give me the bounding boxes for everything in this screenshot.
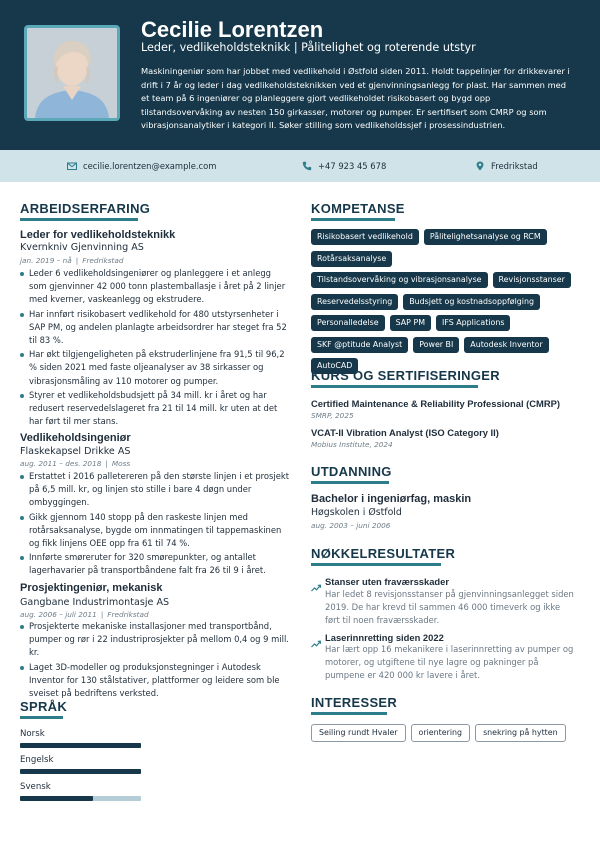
- skill-tag: Personalledelse: [311, 315, 385, 331]
- email-text: cecilie.lorentzen@example.com: [83, 161, 217, 171]
- section-title-text: NØKKELRESULTATER: [311, 546, 456, 561]
- job-title: Vedlikeholdsingeniør: [20, 432, 131, 444]
- skill-tag: SKF @ptitude Analyst: [311, 337, 408, 353]
- achievement-title: Stanser uten fraværsskader: [325, 576, 450, 587]
- list-item: Innførte smøreruter for 320 smørepunkter, og antallet lagerhavarier på transportbåndene falt fra 26 til 9 i året.: [20, 551, 290, 577]
- job-bullets: [20, 470, 290, 579]
- section-underline: [311, 385, 478, 388]
- list-item: Erstattet i 2016 palletereren på den største linjen i et prosjekt på 6,5 mill. kr, og linjen sto stille i bare 4 døgn under ombyggingen.: [20, 470, 290, 510]
- language-level-bar: [20, 796, 141, 801]
- interest-tag: Seiling rundt Hvaler: [311, 724, 406, 742]
- certification-title: Certified Maintenance & Reliability Professional (CMRP): [311, 398, 561, 409]
- certification-issuer: SMRP, 2025: [311, 411, 354, 420]
- list-item: Leder 6 vedlikeholdsingeniører og planleggere i et anlegg som gjenvinner 42 000 tonn plastemballasje i året på 2 linjer med kverner, vaskeanlegg og ekstrudere.: [20, 267, 290, 307]
- job-location: Fredrikstad: [107, 610, 149, 619]
- section-title-skills: [311, 201, 405, 216]
- skill-tag: Risikobasert vedlikehold: [311, 229, 419, 245]
- section-title-text: UTDANNING: [311, 464, 392, 479]
- language-name: Norsk: [20, 729, 45, 739]
- education-degree: Bachelor i ingeniørfag, maskin: [311, 493, 472, 505]
- section-title-text: INTERESSER: [311, 695, 398, 710]
- list-item: Har økt tilgjengeligheten på ekstruderlinjene fra 91,5 til 96,2 % siden 2021 med faste oljeanalyser av 38 sirkasser og vibrasjonsmåling av 110 motorer og pumper.: [20, 348, 290, 388]
- skill-tag: SAP PM: [390, 315, 431, 331]
- education-school: Høgskolen i Østfold: [311, 507, 402, 518]
- interest-tag: snekring på hytten: [475, 724, 566, 742]
- language-level-bar: [20, 743, 141, 748]
- skill-tag: Autodesk Inventor: [464, 337, 548, 353]
- contact-email[interactable]: [67, 161, 216, 171]
- contact-location: [475, 161, 538, 171]
- section-title-text: KURS OG SERTIFISERINGER: [311, 368, 500, 383]
- section-underline: [311, 481, 389, 484]
- job-location: Fredrikstad: [82, 256, 124, 265]
- skill-tags: [311, 229, 576, 380]
- language-name: Svensk: [20, 782, 51, 792]
- section-underline: [20, 716, 63, 719]
- section-title-text: KOMPETANSE: [311, 201, 405, 216]
- skill-tag: Power BI: [413, 337, 459, 353]
- skill-tag: Revisjonsstanser: [493, 272, 571, 288]
- section-underline: [311, 712, 387, 715]
- email-icon: [67, 161, 77, 171]
- location-text: Fredrikstad: [491, 161, 538, 171]
- language-level-fill: [20, 769, 141, 774]
- section-title-text: SPRÅK: [20, 699, 68, 714]
- headline: Leder, vedlikeholdsteknikk | Pålitelighet og roterende utstyr: [141, 41, 476, 54]
- section-title-achievements: [311, 546, 455, 561]
- job-company: Flaskekapsel Drikke AS: [20, 446, 131, 457]
- job-dates: aug. 2006 – juli 2011: [20, 610, 97, 619]
- phone-icon: [302, 161, 312, 171]
- job-meta: aug. 2011 – des. 2018 | Moss: [20, 459, 131, 468]
- achievement-text: Har lært opp 16 mekanikere i laserinnretting av pumper og motorer, og utgiftene til nye lagre og pakninger på pumpene er 420 000 kr lavere i året.: [325, 644, 574, 680]
- job-bullets: [20, 267, 290, 429]
- skill-tag: Tilstandsovervåking og vibrasjonsanalyse: [311, 272, 488, 288]
- skill-tag: Budsjett og kostnadsoppfølging: [403, 294, 540, 310]
- achievement-title: Laserinnretting siden 2022: [325, 632, 444, 643]
- job-dates: aug. 2011 – des. 2018: [20, 459, 102, 468]
- phone-text: +47 923 45 678: [318, 161, 387, 171]
- list-item: Styrer et vedlikeholdsbudsjett på 34 mill. kr i året og har redusert reservedelslageret fra 21 til 14 mill. kr uten at det har ført til mer stans.: [20, 389, 290, 429]
- language-level-fill: [20, 743, 141, 748]
- contact-phone[interactable]: [302, 161, 386, 171]
- skill-tag: Reservedelsstyring: [311, 294, 398, 310]
- job-company: Kvernkniv Gjenvinning AS: [20, 242, 144, 253]
- job-meta: aug. 2006 – juli 2011 | Fredrikstad: [20, 610, 149, 619]
- job-meta: jan. 2019 – nå | Fredrikstad: [20, 256, 124, 265]
- section-underline: [20, 218, 138, 221]
- section-underline: [311, 563, 441, 566]
- certification-issuer: Mobius Institute, 2024: [311, 440, 393, 449]
- list-item: Prosjekterte mekaniske installasjoner med transportbånd, pumper og rør i 22 industriprosjekter på mellom 0,4 og 9 mill. kr.: [20, 620, 290, 660]
- language-level-bar: [20, 769, 141, 774]
- interest-tag: orientering: [411, 724, 471, 742]
- section-title-education: [311, 464, 392, 479]
- certification-title: VCAT-II Vibration Analyst (ISO Category II): [311, 427, 499, 438]
- section-title-interests: [311, 695, 397, 710]
- interest-tags: [311, 724, 571, 742]
- skill-tag: Pålitelighetsanalyse og RCM: [424, 229, 547, 245]
- job-company: Gangbane Industrimontasje AS: [20, 597, 170, 608]
- location-pin-icon: [475, 161, 485, 171]
- skill-tag: Rotårsaksanalyse: [311, 251, 392, 267]
- skill-tag: IFS Applications: [436, 315, 510, 331]
- job-location: Moss: [111, 459, 131, 468]
- education-dates: aug. 2003 – juni 2006: [311, 521, 391, 530]
- achievement-text: Har ledet 8 revisjonsstanser på gjenvinningsanlegget siden 2019. De har krevd til sammen 46 000 timeverk og ikke ført til noen fraværsskader.: [325, 589, 574, 625]
- job-bullets: [20, 620, 290, 701]
- language-name: Engelsk: [20, 755, 54, 765]
- person-name: Cecilie Lorentzen: [141, 17, 324, 42]
- contact-bar: [0, 150, 600, 182]
- language-level-fill: [20, 796, 93, 801]
- section-title-certifications: [311, 368, 500, 383]
- list-item: Laget 3D-modeller og produksjonstegninger i Autodesk Inventor for 130 stålstativer, plattformer og leidere som ble sveiset på bedriftens verksted.: [20, 661, 290, 701]
- profile-photo: [24, 25, 120, 121]
- section-title-experience: [20, 201, 150, 216]
- section-title-text: ARBEIDSERFARING: [20, 201, 151, 216]
- profile-summary: Maskiningeniør som har jobbet med vedlikehold i Østfold siden 2011. Holdt tappelinjer for drikkevarer i drift i 7 år og leder i dag vedlikeholdsteknikken ved et gjenvinningsanlegg for plast. Har sammen med et team på 6 ingeniører og planleggere gjort vedlikeholdet risikobasert og bygd opp tilstandsovervåking av nesten 150 girkasser, motorer og pumper. Er sertifisert som CMRP og som vibrasjonsanalytiker i kategori II. Søker stilling som vedlikeholdssjef i prosessindustrien.: [141, 66, 570, 131]
- list-item: Gikk gjennom 140 stopp på den raskeste linjen med rotårsaksanalyse, bygde om innmatingen til tappemaskinen og fikk linjens OEE opp fra 61 til 74 %.: [20, 511, 290, 551]
- job-dates: jan. 2019 – nå: [20, 256, 72, 265]
- trend-up-icon: [311, 633, 321, 641]
- section-underline: [311, 218, 395, 221]
- header: [0, 0, 600, 150]
- trend-up-icon: [311, 577, 321, 585]
- section-title-languages: [20, 699, 67, 714]
- job-title: Prosjektingeniør, mekanisk: [20, 582, 163, 594]
- list-item: Har innført risikobasert vedlikehold for 480 utstyrsenheter i SAP PM, og andelen planlagte arbeidsordrer har steget fra 52 til 83 %.: [20, 308, 290, 348]
- job-title: Leder for vedlikeholdsteknikk: [20, 229, 176, 241]
- skill-tag: AutoCAD: [311, 358, 358, 374]
